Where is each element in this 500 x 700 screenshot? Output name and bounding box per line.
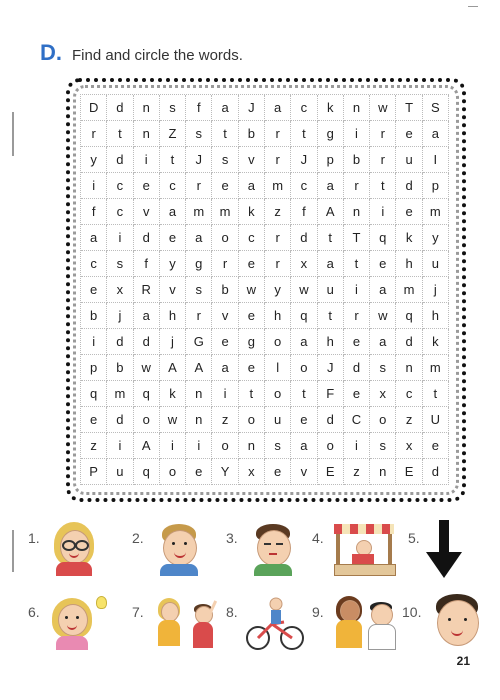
grid-cell[interactable]: a [318, 173, 344, 199]
grid-cell[interactable]: l [265, 355, 291, 381]
boy-smiling-icon [150, 520, 212, 578]
grid-cell[interactable]: a [291, 329, 317, 355]
grid-cell[interactable]: e [134, 173, 160, 199]
grid-cell[interactable]: r [265, 225, 291, 251]
grid-cell[interactable]: m [265, 173, 291, 199]
grid-cell[interactable]: x [239, 459, 265, 485]
grid-cell[interactable]: k [318, 95, 344, 121]
grid-cell[interactable]: P [81, 459, 107, 485]
picture-number: 8. [226, 604, 238, 620]
picture-number: 7. [132, 604, 144, 620]
grid-cell[interactable]: i [344, 277, 370, 303]
grid-cell[interactable]: a [81, 225, 107, 251]
grid-cell[interactable]: t [291, 121, 317, 147]
grid-cell[interactable]: i [212, 381, 238, 407]
picture-number: 4. [312, 530, 324, 546]
grid-cell[interactable]: r [186, 173, 212, 199]
grid-cell[interactable]: o [370, 407, 396, 433]
grid-cell[interactable]: b [212, 277, 238, 303]
grid-cell[interactable]: e [81, 277, 107, 303]
page-number: 21 [456, 654, 470, 668]
grid-cell[interactable]: r [265, 251, 291, 277]
picture-clues [0, 520, 500, 660]
girl-idea-icon [46, 594, 108, 652]
picture-clue-8 [226, 594, 316, 654]
grid-cell[interactable]: s [186, 121, 212, 147]
grid-cell[interactable]: n [344, 199, 370, 225]
grid-cell[interactable]: j [160, 329, 186, 355]
grid-cell[interactable]: E [396, 459, 422, 485]
grid-cell[interactable]: c [396, 381, 422, 407]
kids-talking-icon [330, 594, 402, 652]
down-arrow-icon [424, 520, 464, 580]
grid-cell[interactable]: h [396, 251, 422, 277]
grid-cell[interactable]: J [318, 355, 344, 381]
grid-cell[interactable]: i [344, 433, 370, 459]
grid-cell[interactable]: d [107, 407, 133, 433]
grid-cell[interactable]: p [318, 147, 344, 173]
grid-cell[interactable]: o [265, 381, 291, 407]
grid-cell[interactable]: y [81, 147, 107, 173]
grid-cell[interactable]: e [344, 381, 370, 407]
grid-cell[interactable]: a [291, 433, 317, 459]
grid-cell[interactable]: x [291, 251, 317, 277]
grid-cell[interactable]: e [396, 121, 422, 147]
grid-cell[interactable]: r [370, 147, 396, 173]
grid-cell[interactable]: e [265, 459, 291, 485]
grid-cell[interactable]: a [265, 95, 291, 121]
grid-cell[interactable]: s [265, 433, 291, 459]
grid-cell[interactable]: s [370, 355, 396, 381]
grid-cell[interactable]: o [160, 459, 186, 485]
grid-cell[interactable]: q [396, 303, 422, 329]
grid-cell[interactable]: b [239, 121, 265, 147]
grid-cell[interactable]: q [134, 459, 160, 485]
grid-cell[interactable]: k [239, 199, 265, 225]
grid-cell[interactable]: v [134, 199, 160, 225]
grid-cell[interactable]: c [291, 95, 317, 121]
grid-cell[interactable]: o [265, 329, 291, 355]
grid-cell[interactable]: a [212, 355, 238, 381]
grid-cell[interactable]: R [134, 277, 160, 303]
grid-cell[interactable]: v [239, 147, 265, 173]
grid-cell[interactable]: i [107, 433, 133, 459]
grid-cell[interactable]: o [318, 433, 344, 459]
grid-cell[interactable]: u [265, 407, 291, 433]
grid-cell[interactable]: g [186, 251, 212, 277]
exercise-letter: D. [40, 40, 62, 65]
grid-cell[interactable]: w [370, 303, 396, 329]
grid-cell[interactable]: t [291, 381, 317, 407]
grid-cell[interactable]: h [423, 303, 449, 329]
grid-cell[interactable]: a [423, 121, 449, 147]
grid-cell[interactable]: e [291, 407, 317, 433]
grid-cell[interactable]: e [423, 433, 449, 459]
grid-cell[interactable]: d [396, 173, 422, 199]
picture-clue-2 [132, 520, 222, 580]
grid-cell[interactable]: p [423, 173, 449, 199]
grid-cell[interactable]: Y [212, 459, 238, 485]
grid-cell[interactable]: t [239, 381, 265, 407]
margin-tick-top [12, 112, 14, 156]
grid-cell[interactable]: z [344, 459, 370, 485]
grid-cell[interactable]: i [370, 199, 396, 225]
kids-waving-icon [150, 594, 224, 652]
grid-cell[interactable]: t [212, 121, 238, 147]
grid-cell[interactable]: e [239, 303, 265, 329]
grid-cell[interactable]: C [344, 407, 370, 433]
grid-cell[interactable]: t [318, 303, 344, 329]
exercise-heading [40, 40, 243, 66]
grid-cell[interactable]: z [81, 433, 107, 459]
grid-cell[interactable]: e [239, 251, 265, 277]
grid-cell[interactable]: U [423, 407, 449, 433]
grid-cell[interactable]: b [107, 355, 133, 381]
grid-cell[interactable]: x [396, 433, 422, 459]
grid-cell[interactable]: n [186, 381, 212, 407]
picture-clue-10 [402, 594, 492, 654]
grid-cell[interactable]: t [423, 381, 449, 407]
grid-cell[interactable]: J [186, 147, 212, 173]
grid-cell[interactable]: k [396, 225, 422, 251]
grid-cell[interactable]: z [396, 407, 422, 433]
grid-cell[interactable]: d [291, 225, 317, 251]
grid-cell[interactable]: d [423, 459, 449, 485]
grid-cell[interactable]: u [318, 277, 344, 303]
grid-cell[interactable]: t [370, 173, 396, 199]
grid-cell[interactable]: A [134, 433, 160, 459]
grid-cell[interactable]: r [370, 121, 396, 147]
grid-cell[interactable]: n [370, 459, 396, 485]
grid-cell[interactable]: e [160, 225, 186, 251]
grid-cell[interactable]: b [81, 303, 107, 329]
grid-cell[interactable]: e [344, 329, 370, 355]
grid-cell[interactable]: A [160, 355, 186, 381]
grid-cell[interactable]: t [344, 251, 370, 277]
grid-cell[interactable]: x [370, 381, 396, 407]
grid-cell[interactable]: g [318, 121, 344, 147]
grid-cell[interactable]: t [107, 121, 133, 147]
grid-cell[interactable]: i [160, 433, 186, 459]
grid-cell[interactable]: j [107, 303, 133, 329]
grid-cell[interactable]: s [107, 251, 133, 277]
picture-number: 10. [402, 604, 422, 620]
grid-cell[interactable]: a [160, 199, 186, 225]
grid-cell[interactable]: m [107, 381, 133, 407]
grid-cell[interactable]: y [265, 277, 291, 303]
grid-cell[interactable]: g [239, 329, 265, 355]
picture-clue-3 [226, 520, 316, 580]
grid-cell[interactable]: i [186, 433, 212, 459]
picture-clue-9 [312, 594, 402, 654]
grid-cell[interactable]: m [423, 199, 449, 225]
grid-cell[interactable]: r [265, 147, 291, 173]
grid-cell[interactable]: s [212, 147, 238, 173]
grid-cell[interactable]: y [423, 225, 449, 251]
picture-number: 3. [226, 530, 238, 546]
grid-cell[interactable]: s [186, 277, 212, 303]
grid-cell[interactable]: n [344, 95, 370, 121]
grid-cell[interactable]: c [107, 199, 133, 225]
grid-cell[interactable]: e [186, 459, 212, 485]
grid-cell[interactable]: i [344, 121, 370, 147]
grid-cell[interactable]: T [344, 225, 370, 251]
grid-cell[interactable]: A [186, 355, 212, 381]
grid-cell[interactable]: b [344, 147, 370, 173]
boy-sleepy-icon [244, 520, 306, 578]
grid-cell[interactable]: h [160, 303, 186, 329]
grid-cell[interactable]: f [291, 199, 317, 225]
grid-cell[interactable]: v [291, 459, 317, 485]
grid-cell[interactable]: Z [160, 121, 186, 147]
grid-cell[interactable]: n [239, 433, 265, 459]
grid-cell[interactable]: i [81, 173, 107, 199]
grid-cell[interactable]: p [81, 355, 107, 381]
grid-cell[interactable]: r [81, 121, 107, 147]
grid-cell[interactable]: k [160, 381, 186, 407]
grid-cell[interactable]: u [107, 459, 133, 485]
grid-cell[interactable]: q [370, 225, 396, 251]
grid-cell[interactable]: a [239, 173, 265, 199]
grid-cell[interactable]: e [396, 199, 422, 225]
grid-cell[interactable]: i [107, 225, 133, 251]
grid-cell[interactable]: q [291, 303, 317, 329]
grid-cell[interactable]: G [186, 329, 212, 355]
grid-cell[interactable]: m [186, 199, 212, 225]
grid-cell[interactable]: d [107, 147, 133, 173]
grid-cell[interactable]: w [160, 407, 186, 433]
grid-cell[interactable]: S [423, 95, 449, 121]
girl-with-glasses-icon [46, 520, 108, 578]
picture-number: 1. [28, 530, 40, 546]
grid-cell[interactable]: T [396, 95, 422, 121]
grid-cell[interactable]: e [370, 251, 396, 277]
girl-on-bike-icon [244, 594, 306, 652]
grid-cell[interactable]: A [318, 199, 344, 225]
grid-cell[interactable]: r [344, 173, 370, 199]
grid-cell[interactable]: a [186, 225, 212, 251]
grid-cell[interactable]: d [134, 225, 160, 251]
grid-cell[interactable]: o [291, 355, 317, 381]
grid-cell[interactable]: o [212, 433, 238, 459]
grid-cell[interactable]: u [396, 147, 422, 173]
grid-cell[interactable]: d [396, 329, 422, 355]
grid-cell[interactable]: d [107, 329, 133, 355]
grid-cell[interactable]: a [212, 95, 238, 121]
grid-cell[interactable]: c [160, 173, 186, 199]
grid-cell[interactable]: z [212, 407, 238, 433]
grid-cell[interactable]: d [318, 407, 344, 433]
grid-cell[interactable]: s [370, 433, 396, 459]
corner-mark [468, 6, 478, 7]
grid-cell[interactable]: n [186, 407, 212, 433]
grid-cell[interactable]: m [396, 277, 422, 303]
picture-clue-6 [28, 594, 118, 654]
grid-cell[interactable]: c [291, 173, 317, 199]
grid-cell[interactable]: J [239, 95, 265, 121]
grid-cell[interactable]: f [134, 251, 160, 277]
picture-clue-1 [28, 520, 118, 580]
grid-cell[interactable]: o [134, 407, 160, 433]
grid-cell[interactable]: r [186, 303, 212, 329]
grid-cell[interactable]: e [239, 355, 265, 381]
exercise-instruction: Find and circle the words. [72, 47, 243, 64]
grid-cell[interactable]: v [160, 277, 186, 303]
grid-cell[interactable]: i [81, 329, 107, 355]
grid-cell[interactable]: s [160, 95, 186, 121]
grid-cell[interactable]: m [423, 355, 449, 381]
grid-cell[interactable]: k [423, 329, 449, 355]
grid-cell[interactable]: r [212, 251, 238, 277]
grid-cell[interactable]: h [318, 329, 344, 355]
grid-cell[interactable]: d [134, 329, 160, 355]
word-search-grid [80, 94, 449, 485]
grid-cell[interactable]: w [370, 95, 396, 121]
grid-cell[interactable]: j [423, 277, 449, 303]
grid-cell[interactable]: o [239, 407, 265, 433]
grid-cell[interactable]: w [291, 277, 317, 303]
grid-cell[interactable]: r [265, 121, 291, 147]
grid-cell[interactable]: f [81, 199, 107, 225]
grid-cell[interactable]: q [134, 381, 160, 407]
grid-cell[interactable]: n [396, 355, 422, 381]
grid-cell[interactable]: o [212, 225, 238, 251]
grid-cell[interactable]: q [81, 381, 107, 407]
picture-number: 5. [408, 530, 420, 546]
grid-cell[interactable]: a [134, 303, 160, 329]
picture-clue-7 [132, 594, 222, 654]
grid-cell[interactable]: a [370, 277, 396, 303]
grid-cell[interactable]: I [423, 147, 449, 173]
grid-cell[interactable]: y [160, 251, 186, 277]
grid-cell[interactable]: t [160, 147, 186, 173]
grid-cell[interactable]: w [239, 277, 265, 303]
grid-cell[interactable]: E [318, 459, 344, 485]
grid-cell[interactable]: e [212, 329, 238, 355]
grid-cell[interactable]: r [344, 303, 370, 329]
grid-cell[interactable]: t [318, 225, 344, 251]
ice-cream-stand-icon [330, 520, 400, 578]
grid-cell[interactable]: a [370, 329, 396, 355]
grid-cell[interactable]: h [265, 303, 291, 329]
grid-cell[interactable]: n [134, 121, 160, 147]
picture-number: 2. [132, 530, 144, 546]
grid-cell[interactable]: F [318, 381, 344, 407]
grid-cell[interactable]: a [318, 251, 344, 277]
grid-cell[interactable]: c [239, 225, 265, 251]
picture-clue-4 [312, 520, 402, 580]
grid-cell[interactable]: c [81, 251, 107, 277]
picture-clue-5 [408, 520, 498, 580]
grid-cell[interactable]: c [107, 173, 133, 199]
grid-cell[interactable]: f [186, 95, 212, 121]
grid-cell[interactable]: D [81, 95, 107, 121]
grid-cell[interactable]: n [134, 95, 160, 121]
picture-number: 6. [28, 604, 40, 620]
grid-cell[interactable]: z [265, 199, 291, 225]
grid-cell[interactable]: v [212, 303, 238, 329]
grid-cell[interactable]: d [344, 355, 370, 381]
grid-cell[interactable]: x [107, 277, 133, 303]
grid-cell[interactable]: w [134, 355, 160, 381]
grid-cell[interactable]: u [423, 251, 449, 277]
grid-cell[interactable]: e [81, 407, 107, 433]
grid-cell[interactable]: e [212, 173, 238, 199]
boy-face-icon [430, 594, 492, 652]
grid-cell[interactable]: m [212, 199, 238, 225]
grid-cell[interactable]: i [134, 147, 160, 173]
grid-cell[interactable]: d [107, 95, 133, 121]
picture-number: 9. [312, 604, 324, 620]
grid-cell[interactable]: J [291, 147, 317, 173]
